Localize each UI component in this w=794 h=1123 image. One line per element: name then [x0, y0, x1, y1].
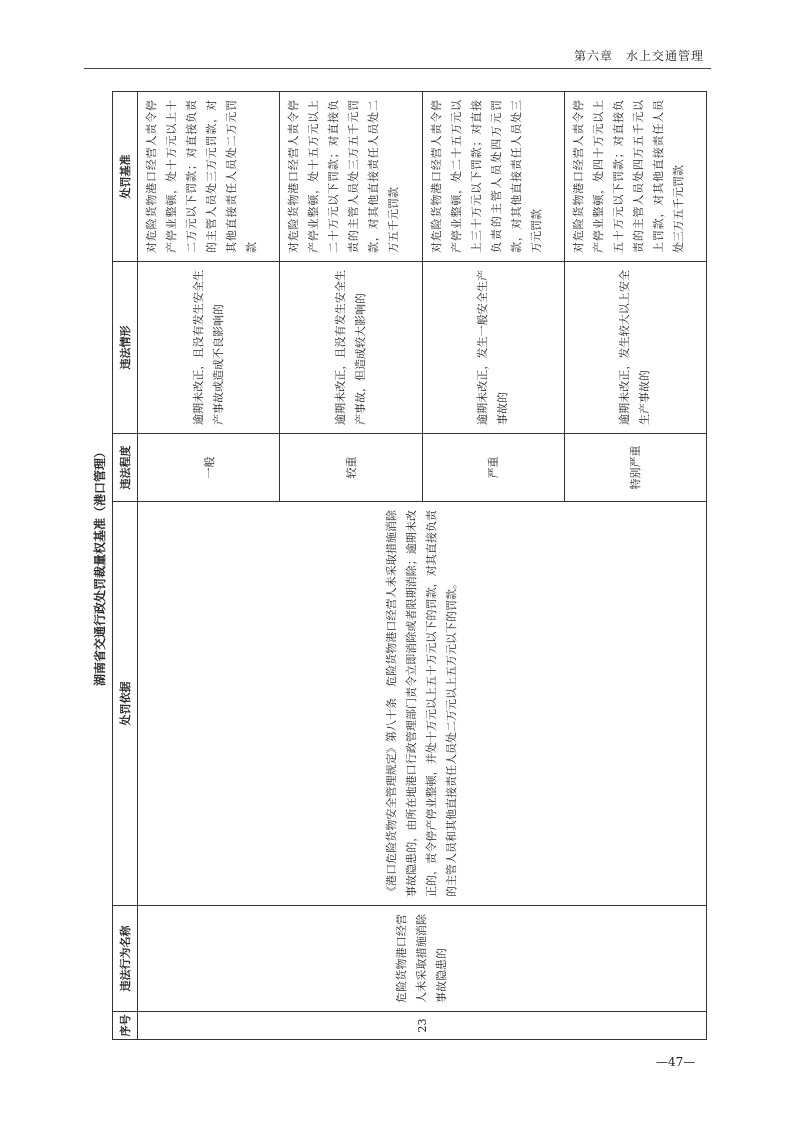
page-number: —47— — [656, 1055, 696, 1069]
col-header-seq: 序号 — [113, 1012, 138, 1040]
degree-cell: 特别严重 — [564, 434, 706, 502]
chapter-header: 第六章 水上交通管理 — [573, 49, 704, 63]
circumstance-cell: 逾期未改正，发生较大以上安全生产事故的 — [564, 262, 706, 434]
circumstance-cell: 逾期未改正，且没有发生安全生产事故或造成不良影响的 — [138, 262, 280, 434]
basis-text: 《港口危险货物安全管理规定》第八十条 危险货物港口经营人未采取措施消除事故隐患的，由所在地港口行政管理部门责令立即消除或者限期消除；逾期未改正的，责令停产停业整顿，并处十万元以上五十万元以下的罚款，对其直接负责的主管人员和其他直接责任人员处二万元以上五万元以下的罚款。 — [385, 510, 458, 897]
row-violation-name — [138, 906, 707, 1012]
degree-cell: 严重 — [422, 434, 564, 502]
circumstance-cell: 逾期未改正，且没有发生安全生产事故，但造成较大影响的 — [280, 262, 422, 434]
col-header-circumstance: 违法情形 — [113, 262, 138, 434]
standard-cell: 对危险货物港口经营人责令停产停业整顿，处四十万元以上五十万元以下罚款；对直接负责的主管人员处四万五千元以上罚款，对其他直接责任人员处三万五千元罚款 — [564, 92, 706, 262]
degree-cell: 较重 — [280, 434, 422, 502]
degree-cell: 一般 — [138, 434, 280, 502]
col-header-basis: 处罚依据 — [113, 502, 138, 906]
row-basis — [138, 502, 707, 906]
table-row — [138, 92, 280, 1040]
standard-cell: 对危险货物港口经营人责令停产停业整顿，处十万元以上十二万元以下罚款；对直接负责的主管人员处三万元罚款，对其他直接责任人员处二万元罚款 — [138, 92, 280, 262]
col-header-violation-name: 违法行为名称 — [113, 906, 138, 1012]
rotated-table-page — [88, 92, 710, 1040]
violation-name-text: 危险货物港口经营人未采取措施消除事故隐患的 — [395, 914, 448, 1003]
row-seq: 23 — [138, 1012, 707, 1040]
penalty-table — [112, 91, 707, 1040]
document-title: 湖南省交通行政处罚裁量权基准（港口管理） — [93, 446, 107, 687]
standard-cell: 对危险货物港口经营人责令停产停业整顿，处十五万元以上二十万元以下罚款；对直接负责的主管人员处三万五千元罚款，对其他直接责任人员处二万五千元罚款 — [280, 92, 422, 262]
standard-cell: 对危险货物港口经营人责令停产停业整顿，处二十五万元以上三十万元以下罚款；对直接负责的主管人员处四万元罚款，对其他直接责任人员处三万元罚款 — [422, 92, 564, 262]
circumstance-cell: 逾期未改正，发生一般安全生产事故的 — [422, 262, 564, 434]
col-header-standard: 处罚基准 — [113, 92, 138, 262]
header-rule — [84, 68, 711, 69]
col-header-degree: 违法程度 — [113, 434, 138, 502]
table-header-row — [113, 92, 138, 1040]
